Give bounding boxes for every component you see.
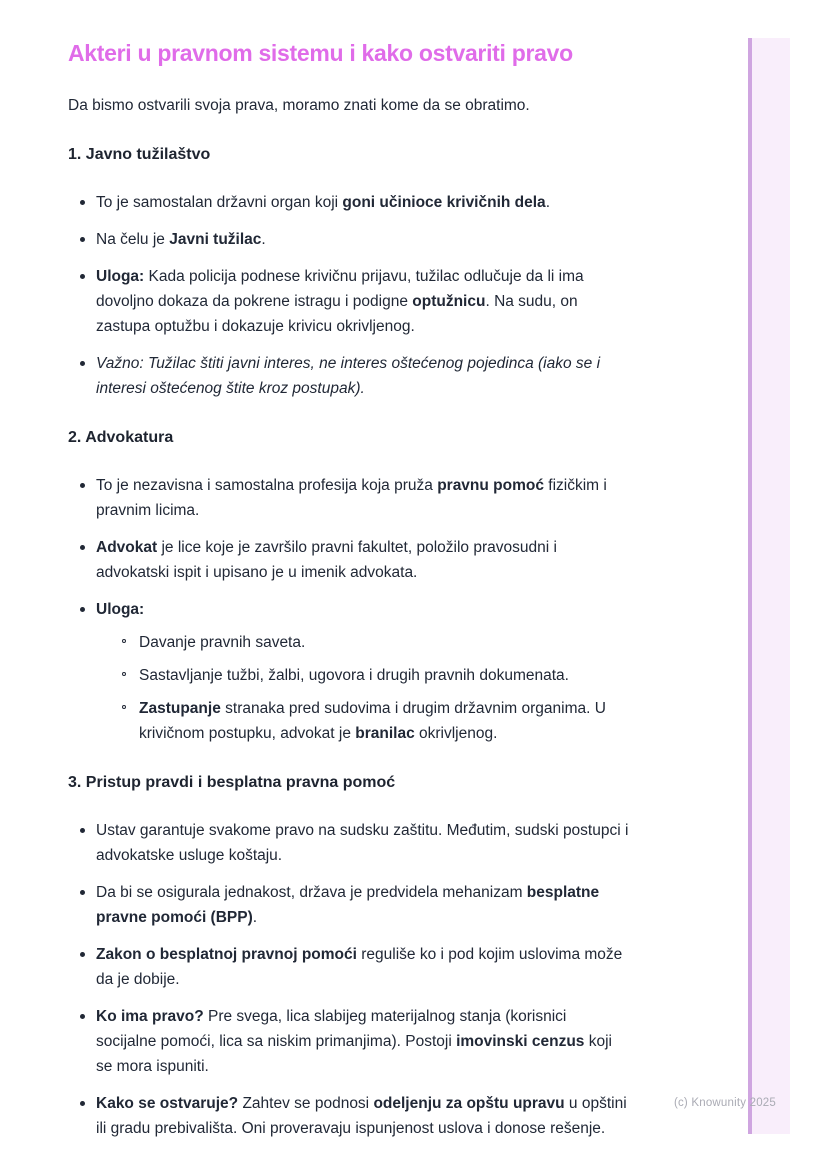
text-segment: branilac bbox=[355, 725, 415, 742]
text-segment: besplatne pravne pomoći (BPP) bbox=[96, 884, 600, 926]
sub-bullet-text bbox=[139, 634, 305, 651]
text-segment: . Na sudu, on zastupa optužbu i dokazuje krivicu okrivljenog. bbox=[96, 293, 578, 335]
text-segment: . bbox=[261, 231, 266, 248]
text-segment: To je nezavisna i samostalna profesija koja pruža bbox=[96, 477, 438, 494]
bullet-item bbox=[80, 818, 630, 868]
side-bar-fill bbox=[752, 38, 790, 1134]
bullet-marker bbox=[80, 361, 85, 366]
sub-bullet-marker bbox=[122, 639, 126, 643]
bullet-marker bbox=[80, 545, 85, 550]
text-segment: Zahtev se podnosi bbox=[238, 1095, 374, 1112]
bullet-marker bbox=[80, 483, 85, 488]
text-segment: imovinski cenzus bbox=[456, 1033, 585, 1050]
bullet-text bbox=[96, 231, 266, 248]
text-segment: Na čelu je bbox=[96, 231, 170, 248]
bullet-text bbox=[96, 539, 557, 581]
copyright-footer: (c) Knowunity 2025 bbox=[673, 1097, 776, 1109]
text-segment: koji se mora ispuniti. bbox=[96, 1033, 613, 1075]
document-content bbox=[68, 0, 630, 1141]
bullet-text bbox=[96, 884, 599, 926]
text-segment: Uloga: bbox=[96, 268, 145, 285]
sub-bullet-text bbox=[139, 700, 606, 742]
text-segment: Ustav garantuje svakome pravo na sudsku zaštitu. Međutim, sudski postupci i advokatske usluge koštaju. bbox=[96, 822, 629, 864]
bullet-item bbox=[80, 190, 630, 215]
text-segment: Davanje pravnih saveta. bbox=[139, 634, 306, 651]
text-segment: odeljenju za opštu upravu bbox=[373, 1095, 565, 1112]
text-segment: fizičkim i pravnim licima. bbox=[96, 477, 607, 519]
bullet-item bbox=[80, 597, 630, 746]
text-segment: Kako se ostvaruje? bbox=[96, 1095, 239, 1112]
bullet-item bbox=[80, 880, 630, 930]
decorative-side-bar bbox=[748, 38, 790, 1134]
bullet-text bbox=[96, 355, 600, 397]
bullet-item bbox=[80, 351, 630, 401]
text-segment: stranaka pred sudovima i drugim državnim organima. U krivičnom postupku, advokat je bbox=[139, 700, 606, 742]
bullet-marker bbox=[80, 237, 85, 242]
bullet-marker bbox=[80, 274, 85, 279]
sub-bullet-marker bbox=[122, 672, 126, 676]
text-segment: Uloga: bbox=[96, 601, 145, 618]
bullet-text bbox=[96, 601, 144, 618]
sub-bullet-marker bbox=[122, 705, 126, 709]
bullet-text bbox=[96, 477, 607, 519]
text-segment: optužnicu bbox=[412, 293, 486, 310]
text-segment: reguliše ko i pod kojim uslovima može da je dobije. bbox=[96, 946, 623, 988]
bullet-text bbox=[96, 822, 628, 864]
bullet-marker bbox=[80, 952, 85, 957]
text-segment: okrivljenog. bbox=[414, 725, 498, 742]
bullet-text bbox=[96, 1095, 627, 1137]
bullet-text bbox=[96, 268, 584, 335]
section-heading: 3. Pristup pravdi i besplatna pravna pomoć bbox=[68, 774, 396, 791]
text-segment: je lice koje je završilo pravni fakultet, položilo pravosudni i advokatski ispit i upisano je u imenik advokata. bbox=[96, 539, 557, 581]
bullet-item bbox=[80, 227, 630, 252]
section-heading: 2. Advokatura bbox=[68, 429, 174, 446]
bullet-list bbox=[68, 818, 630, 1141]
bullet-marker bbox=[80, 1101, 85, 1106]
text-segment: pravnu pomoć bbox=[437, 477, 544, 494]
text-segment: Zastupanje bbox=[139, 700, 221, 717]
text-segment: Važno: Tužilac štiti javni interes, ne interes oštećenog pojedinca (iako se i interesi oštećenog štite kroz postupak). bbox=[96, 355, 601, 397]
bullet-item bbox=[80, 1004, 630, 1079]
intro-paragraph: Da bismo ostvarili svoja prava, moramo znati kome da se obratimo. bbox=[68, 97, 530, 114]
bullet-marker bbox=[80, 828, 85, 833]
bullet-text bbox=[96, 1008, 612, 1075]
text-segment: Zakon o besplatnoj pravnoj pomoći bbox=[96, 946, 357, 963]
text-segment: To je samostalan državni organ koji bbox=[96, 194, 343, 211]
sub-bullet-item bbox=[122, 630, 630, 655]
bullet-marker bbox=[80, 607, 85, 612]
bullet-list bbox=[68, 473, 630, 746]
bullet-list bbox=[68, 190, 630, 401]
bullet-item bbox=[80, 942, 630, 992]
text-segment: u opštini ili gradu prebivališta. Oni proveravaju ispunjenost uslova i donose rešenje. bbox=[96, 1095, 627, 1137]
bullet-marker bbox=[80, 890, 85, 895]
text-segment: . bbox=[252, 909, 258, 926]
bullet-text bbox=[96, 946, 622, 988]
text-segment: Kada policija podnese krivičnu prijavu, tužilac odlučuje da li ima dovoljno dokaza da pokrene istragu i podigne bbox=[96, 268, 584, 310]
text-segment: . bbox=[545, 194, 550, 211]
document-sections bbox=[68, 146, 630, 1141]
text-segment: Advokat bbox=[96, 539, 158, 556]
text-segment: Da bi se osigurala jednakost, država je predvidela mehanizam bbox=[96, 884, 527, 901]
sub-bullet-text bbox=[139, 667, 569, 684]
bullet-marker bbox=[80, 200, 85, 205]
section-heading: 1. Javno tužilaštvo bbox=[68, 146, 211, 163]
text-segment: goni učinioce krivičnih dela bbox=[342, 194, 546, 211]
bullet-item bbox=[80, 1091, 630, 1141]
text-segment: Ko ima pravo? bbox=[96, 1008, 204, 1025]
sub-bullet-list bbox=[122, 630, 630, 746]
sub-bullet-item bbox=[122, 663, 630, 688]
page-title: Akteri u pravnom sistemu i kako ostvariti pravo bbox=[68, 40, 573, 66]
bullet-marker bbox=[80, 1014, 85, 1019]
sub-bullet-item bbox=[122, 696, 630, 746]
bullet-item bbox=[80, 473, 630, 523]
text-segment: Pre svega, lica slabijeg materijalnog stanja (korisnici socijalne pomoći, lica sa niskim primanjima). Postoji bbox=[96, 1008, 567, 1050]
text-segment: Sastavljanje tužbi, žalbi, ugovora i drugih pravnih dokumenata. bbox=[139, 667, 569, 684]
bullet-item bbox=[80, 264, 630, 339]
bullet-text bbox=[96, 194, 550, 211]
text-segment: Javni tužilac bbox=[169, 231, 262, 248]
bullet-item bbox=[80, 535, 630, 585]
